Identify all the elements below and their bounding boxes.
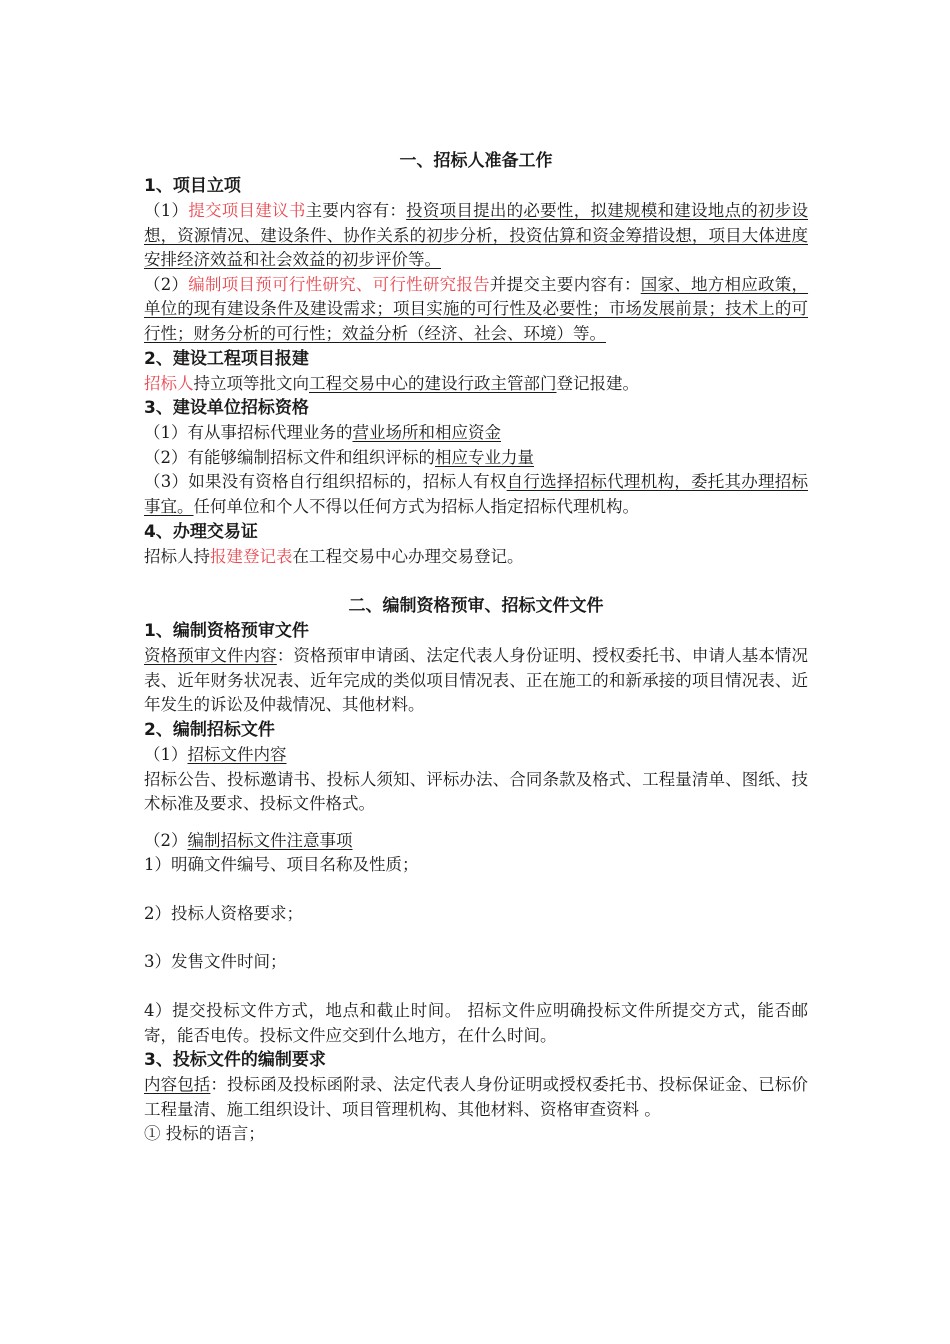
text: （1）有从事招标代理业务的 bbox=[144, 423, 353, 443]
underlined-text: 自行选择招标代理机构，委托其办理招标事宜。 bbox=[144, 472, 808, 516]
text: 主要内容有： bbox=[305, 201, 407, 220]
section1-title: 一、招标人准备工作 bbox=[399, 151, 553, 171]
item-prefix: （2） bbox=[144, 274, 189, 294]
text: 任何单位和个人不得以任何方式为招标人指定招标代理机构。 bbox=[193, 496, 639, 516]
paragraph-qual-3 bbox=[144, 470, 808, 519]
underlined-text: 内容包括 bbox=[144, 1075, 211, 1095]
paragraph-tender-content-label bbox=[144, 743, 808, 768]
text: 持立项等批文向 bbox=[193, 373, 309, 393]
paragraph-tender-content: 招标公告、投标邀请书、投标人须知、评标办法、合同条款及格式、工程量清单、图纸、技术标准及要求、投标文件格式。 bbox=[144, 769, 808, 814]
red-term: 招标人 bbox=[144, 373, 194, 393]
text: （2）有能够编制招标文件和组织评标的 bbox=[144, 447, 435, 467]
text: 招标人持 bbox=[144, 546, 210, 566]
text: 并提交主要内容有： bbox=[489, 274, 641, 294]
spacer bbox=[144, 975, 808, 999]
text: ：投标函及投标函附录、法定代表人身份证明或授权委托书、投标保证金、已标价工程量清、施工组织设计、项目管理机构、其他材料、资格审查资料 。 bbox=[144, 1075, 809, 1119]
text: 登记报建。 bbox=[556, 373, 639, 393]
spacer bbox=[144, 926, 808, 950]
spacer bbox=[144, 878, 808, 902]
text: （3）如果没有资格自行组织招标的，招标人有权 bbox=[144, 472, 507, 492]
heading-transaction-certificate: 4、办理交易证 bbox=[144, 521, 258, 542]
underlined-text: 营业场所和相应资金 bbox=[352, 423, 501, 443]
paragraph-transaction bbox=[144, 545, 808, 570]
spacer bbox=[144, 817, 808, 829]
heading-prequal-docs: 1、编制资格预审文件 bbox=[144, 621, 309, 642]
underlined-text: 招标文件内容 bbox=[187, 744, 287, 764]
paragraph-bid-content bbox=[144, 1073, 808, 1122]
red-term: 报建登记表 bbox=[210, 546, 293, 566]
heading-project-approval: 1、项目立项 bbox=[144, 176, 241, 196]
text: 在工程交易中心办理交易登记。 bbox=[292, 546, 524, 566]
item-prefix: （1） bbox=[144, 744, 188, 764]
list-item: 2）投标人资格要求； bbox=[144, 903, 303, 923]
paragraph-prequal-content bbox=[144, 644, 808, 718]
red-term: 编制项目预可行性研究、可行性研究报告 bbox=[188, 274, 490, 294]
paragraph-feasibility bbox=[144, 273, 808, 347]
section2-title: 二、编制资格预审、招标文件文件 bbox=[348, 596, 604, 617]
underlined-text: 相应专业力量 bbox=[435, 447, 534, 467]
list-item: 3）发售文件时间； bbox=[144, 952, 287, 972]
item-prefix: （1） bbox=[144, 201, 189, 220]
underlined-text: 编制招标文件注意事项 bbox=[187, 830, 353, 850]
paragraph-qual-1 bbox=[144, 421, 808, 446]
heading-bidding-qualification: 3、建设单位招标资格 bbox=[144, 398, 309, 419]
item-prefix: （2） bbox=[144, 830, 188, 850]
spacer bbox=[144, 569, 808, 593]
red-term: 提交项目建议书 bbox=[188, 201, 306, 220]
text: ：资格预审申请函、法定代表人身份证明、授权委托书、申请人基本情况表、近年财务状况表、近年完成的类似项目情况表、正在施工的和新承接的项目情况表、近年发生的诉讼及仲裁情况、其他材料。 bbox=[144, 646, 809, 715]
list-item: 1）明确文件编号、项目名称及性质； bbox=[144, 855, 419, 875]
list-item: 4）提交投标文件方式，地点和截止时间。 招标文件应明确投标文件所提交方式，能否邮寄，能否电传。投标文件应交到什么地方，在什么时间。 bbox=[144, 1001, 808, 1045]
heading-bid-requirements: 3、投标文件的编制要求 bbox=[144, 1050, 326, 1071]
heading-tender-docs: 2、编制招标文件 bbox=[144, 719, 275, 740]
heading-project-registration: 2、建设工程项目报建 bbox=[144, 348, 309, 369]
paragraph-proposal bbox=[144, 199, 808, 273]
list-item: ① 投标的语言； bbox=[144, 1124, 265, 1144]
underlined-text: 资格预审文件内容 bbox=[144, 646, 277, 666]
paragraph-registration bbox=[144, 372, 808, 397]
paragraph-tender-notes-label bbox=[144, 829, 808, 854]
underlined-text: 投资项目提出的必要性，拟建规模和建设地点的初步设想，资源情况、建设条件、协作关系的初步分析，投资估算和资金筹措设想，项目大体进度安排经济效益和社会效益的初步评价等。 bbox=[144, 201, 809, 270]
document-page bbox=[144, 148, 808, 1147]
underlined-text: 国家、地方相应政策，单位的现有建设条件及建设需求；项目实施的可行性及必要性；市场发展前景；技术上的可行性；财务分析的可行性；效益分析（经济、社会、环境）等。 bbox=[144, 274, 809, 343]
underlined-text: 工程交易中心的建设行政主管部门 bbox=[309, 373, 557, 393]
paragraph-qual-2 bbox=[144, 446, 808, 471]
